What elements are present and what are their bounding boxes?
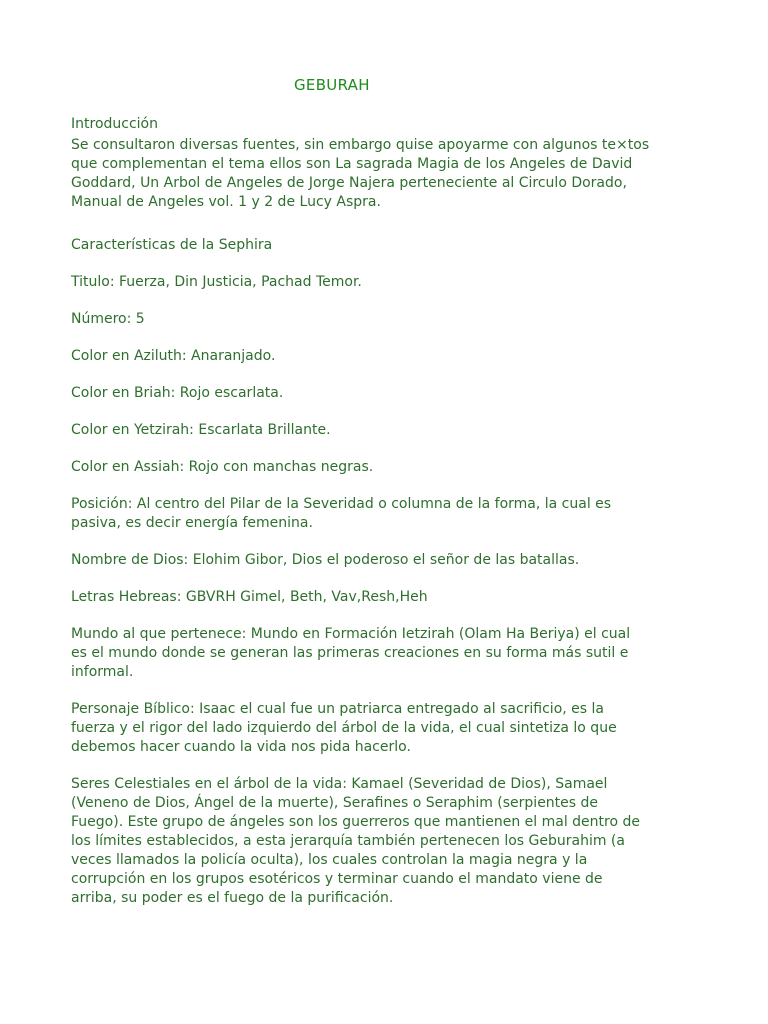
text-line: Se consultaron diversas fuentes, sin embargo quise apoyarme con algunos te×tos <box>71 137 650 153</box>
text-line: Posición: Al centro del Pilar de la Severidad o columna de la forma, la cual es <box>71 496 612 512</box>
field-seres-celestiales <box>71 775 711 908</box>
text-line: Titulo: Fuerza, Din Justicia, Pachad Temor. <box>71 274 362 290</box>
field-color-aziluth <box>71 347 711 366</box>
text-line: veces llamados la policía oculta), los cuales controlan la magia negra y la <box>71 852 588 868</box>
text-line: Personaje Bíblico: Isaac el cual fue un patriarca entregado al sacrificio, es la <box>71 701 604 717</box>
text-line: corrupción en los grupos esotéricos y terminar cuando el mandato viene de <box>71 871 603 887</box>
text-line: arriba, su poder es el fuego de la purificación. <box>71 890 394 906</box>
section-heading: Características de la Sephira <box>71 237 273 253</box>
field-posicion <box>71 495 711 533</box>
field-personaje-biblico <box>71 700 711 757</box>
text-line: Letras Hebreas: GBVRH Gimel, Beth, Vav,Resh,Heh <box>71 589 428 605</box>
field-mundo <box>71 625 711 682</box>
text-line: que complementan el tema ellos son La sagrada Magia de los Angeles de David <box>71 156 633 172</box>
text-line: Número: 5 <box>71 311 145 327</box>
text-line: Goddard, Un Arbol de Angeles de Jorge Najera perteneciente al Circulo Dorado, <box>71 175 627 191</box>
text-line: debemos hacer cuando la vida nos pida hacerlo. <box>71 739 411 755</box>
field-nombre-de-dios <box>71 551 711 570</box>
field-titulo <box>71 273 711 292</box>
text-line: es el mundo donde se generan las primeras creaciones en su forma más sutil e <box>71 645 629 661</box>
document-content <box>71 114 711 908</box>
text-line: informal. <box>71 664 134 680</box>
document-title: GEBURAH <box>294 76 370 94</box>
text-line: Seres Celestiales en el árbol de la vida: Kamael (Severidad de Dios), Samael <box>71 776 608 792</box>
field-color-yetzirah <box>71 421 711 440</box>
text-line: los límites establecidos, a esta jerarquía también pertenecen los Geburahim (a <box>71 833 625 849</box>
field-letras-hebreas <box>71 588 711 607</box>
intro-heading: Introducción <box>71 116 158 132</box>
text-line: Nombre de Dios: Elohim Gibor, Dios el poderoso el señor de las batallas. <box>71 552 580 568</box>
text-line: Manual de Angeles vol. 1 y 2 de Lucy Aspra. <box>71 194 381 210</box>
field-color-briah <box>71 384 711 403</box>
text-line: Color en Aziluth: Anaranjado. <box>71 348 276 364</box>
field-numero <box>71 310 711 329</box>
field-list <box>71 273 711 908</box>
text-line: fuerza y el rigor del lado izquierdo del árbol de la vida, el cual sintetiza lo que <box>71 720 617 736</box>
text-line: Mundo al que pertenece: Mundo en Formación Ietzirah (Olam Ha Beriya) el cual <box>71 626 631 642</box>
text-line: pasiva, es decir energía femenina. <box>71 515 313 531</box>
text-line: (Veneno de Dios, Ángel de la muerte), Serafines o Seraphim (serpientes de <box>71 795 599 811</box>
text-line: Color en Briah: Rojo escarlata. <box>71 385 284 401</box>
text-line: Fuego). Este grupo de ángeles son los guerreros que mantienen el mal dentro de <box>71 814 640 830</box>
text-line: Color en Assiah: Rojo con manchas negras. <box>71 459 374 475</box>
text-line: Color en Yetzirah: Escarlata Brillante. <box>71 422 331 438</box>
intro-paragraph <box>71 136 711 212</box>
field-color-assiah <box>71 458 711 477</box>
